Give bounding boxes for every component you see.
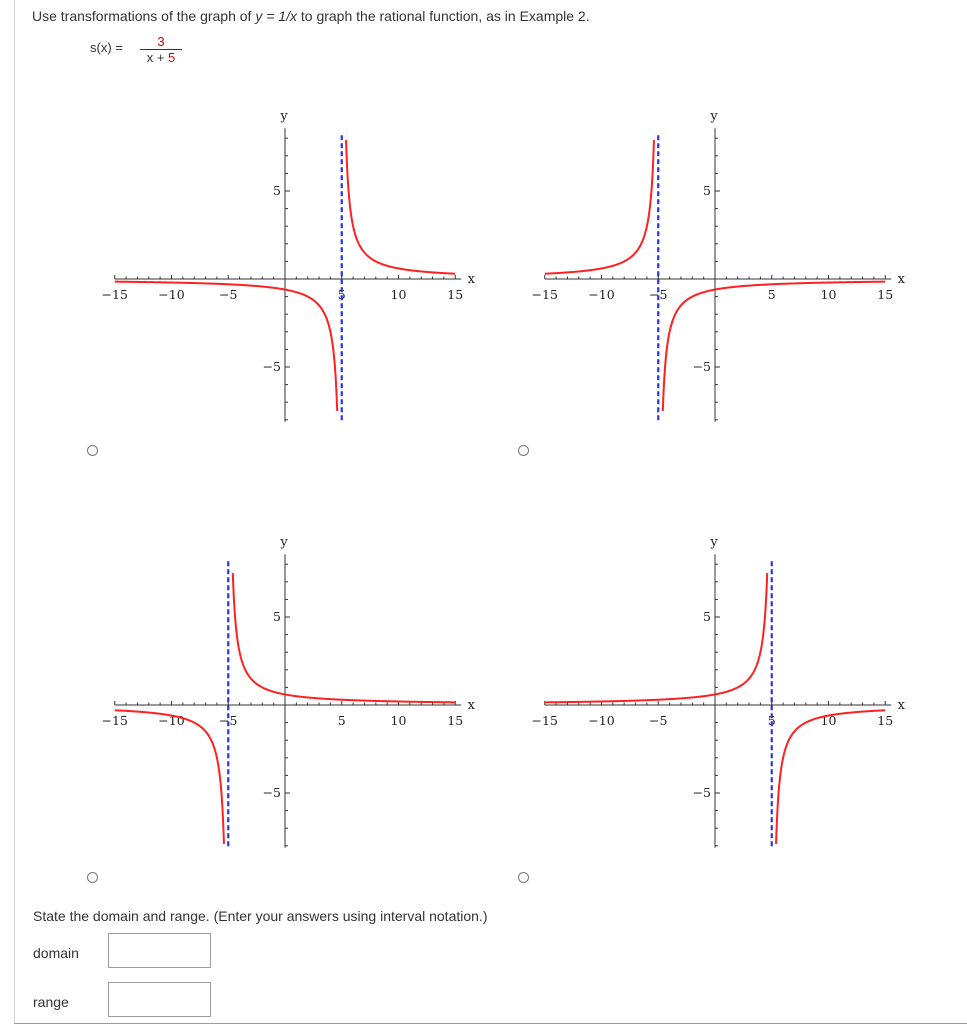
x-tick-label: 10 [390,287,407,302]
x-tick-label: −5 [649,713,668,728]
graph-option-a [100,80,490,460]
question-instruction [32,8,590,24]
function-numerator: 3 [157,34,165,49]
curve-right-branch [346,140,455,274]
denominator-x: x [146,50,154,65]
graph-option-c [100,506,490,886]
x-tick-label: −15 [101,713,128,728]
x-tick-label: 5 [767,287,776,302]
x-tick-label: 15 [447,287,464,302]
x-tick-label: −10 [588,287,615,302]
x-tick-label: −15 [101,287,128,302]
x-tick-label: −15 [531,287,558,302]
x-tick-label: −15 [531,713,558,728]
x-tick-label: −5 [219,713,238,728]
function-lhs: s(x) = [90,40,123,55]
range-label: range [33,994,69,1010]
x-tick-label: −10 [158,713,185,728]
function-fraction [138,34,184,65]
radio-option-b[interactable] [518,445,529,456]
x-axis-label: x [467,272,475,287]
x-tick-label: 5 [767,713,776,728]
x-tick-label: 15 [877,287,894,302]
curve-left-branch [115,710,224,844]
denominator-op: + [156,50,165,65]
x-tick-label: 5 [337,713,346,728]
y-axis-label: y [710,109,718,125]
x-tick-label: 10 [820,287,837,302]
y-tick-label: −5 [262,785,281,800]
curve-left-branch [545,140,654,274]
instruction-suffix: to graph the rational function, as in Example 2. [300,8,590,24]
radio-option-c[interactable] [87,872,98,883]
x-axis-label: x [897,272,905,287]
base-function: y = 1/x [255,8,297,24]
domain-input[interactable] [108,933,211,968]
y-tick-label: −5 [692,359,711,374]
x-tick-label: 10 [820,713,837,728]
radio-option-a[interactable] [87,445,98,456]
y-tick-label: −5 [692,785,711,800]
graph-option-b [530,80,920,460]
x-tick-label: 15 [877,713,894,728]
x-tick-label: −5 [649,287,668,302]
x-axis-label: x [467,698,475,713]
x-tick-label: −5 [219,287,238,302]
y-axis-label: y [280,109,288,125]
x-tick-label: −10 [588,713,615,728]
y-axis-label: y [280,535,288,551]
range-input[interactable] [108,982,211,1017]
left-border [14,0,15,1024]
radio-option-d[interactable] [518,872,529,883]
y-tick-label: 5 [273,609,281,624]
x-tick-label: 5 [337,287,346,302]
curve-right-branch [776,710,885,844]
graph-option-d [530,506,920,886]
x-tick-label: 15 [447,713,464,728]
y-axis-label: y [710,535,718,551]
x-tick-label: −10 [158,287,185,302]
y-tick-label: 5 [273,183,281,198]
domain-label: domain [33,945,79,961]
curve-left-branch [545,573,767,702]
x-axis-label: x [897,698,905,713]
y-tick-label: −5 [262,359,281,374]
curve-right-branch [233,573,455,702]
instruction-prefix: Use transformations of the graph of [32,8,252,24]
y-tick-label: 5 [703,183,711,198]
function-denominator [138,50,184,65]
denominator-const: 5 [168,50,176,65]
domain-range-prompt: State the domain and range. (Enter your answers using interval notation.) [33,908,488,924]
x-tick-label: 10 [390,713,407,728]
y-tick-label: 5 [703,609,711,624]
